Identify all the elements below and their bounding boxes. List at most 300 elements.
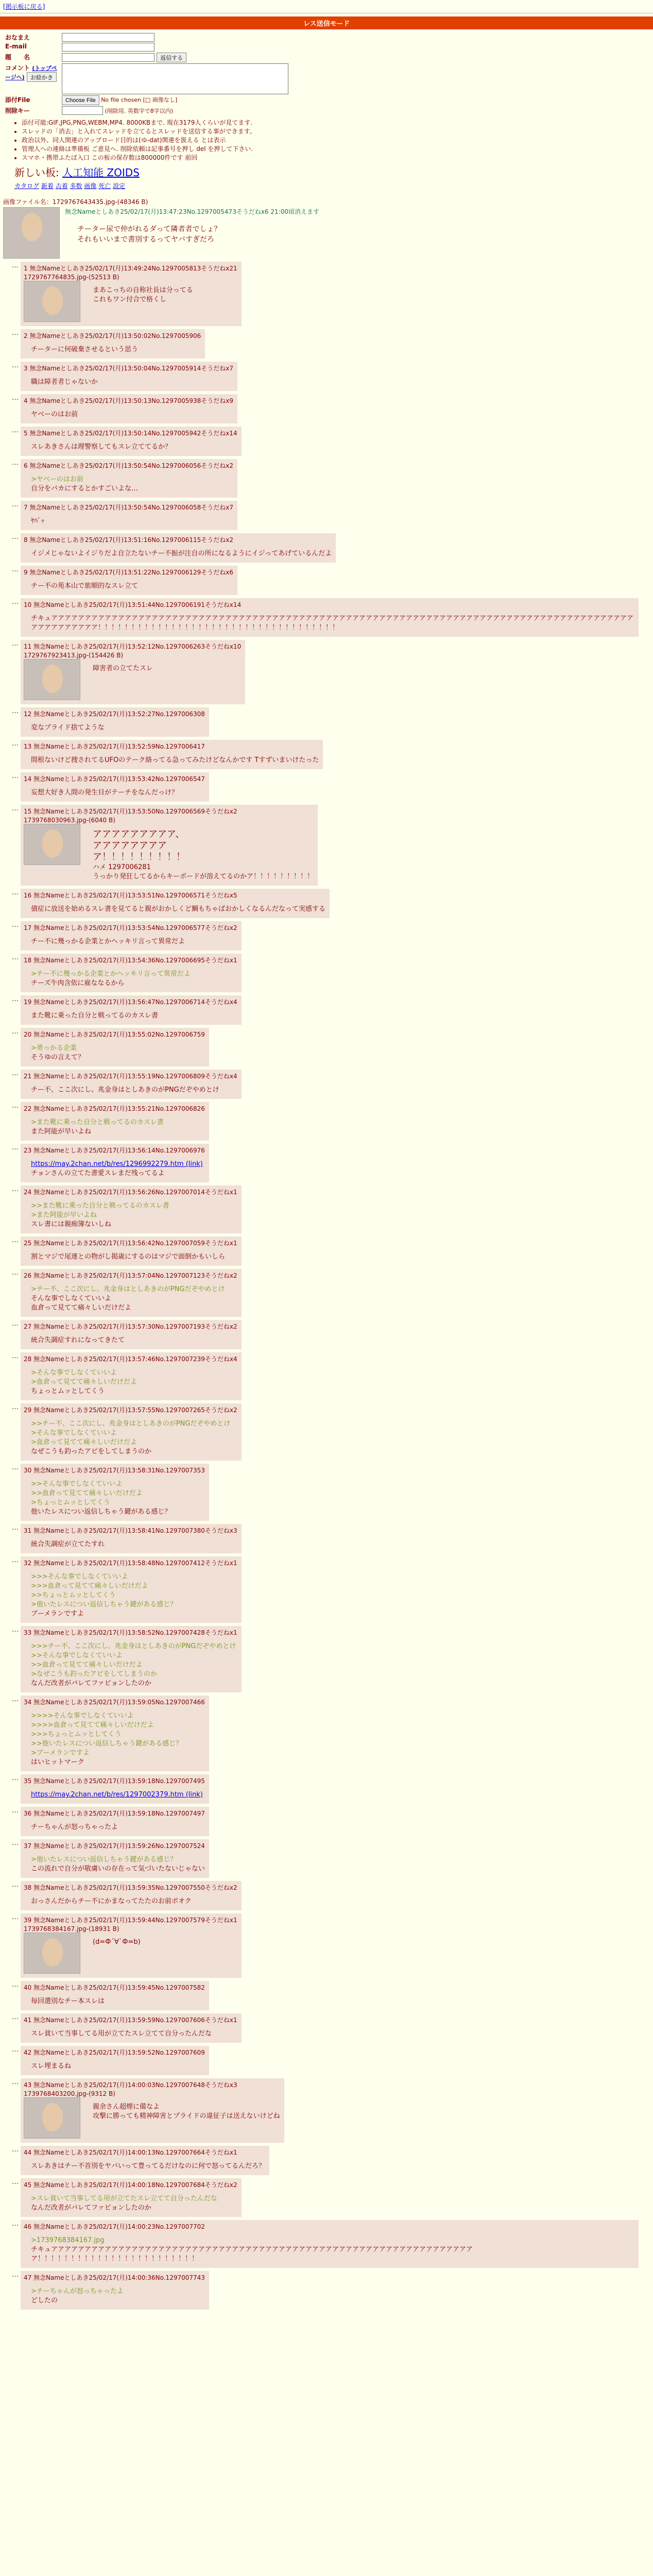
- help-link[interactable]: (トップページへ): [5, 65, 57, 81]
- submit-button[interactable]: 返信する: [157, 53, 186, 62]
- reply-text: [31, 410, 233, 419]
- delete-key-input[interactable]: [62, 106, 103, 115]
- reply-meta[interactable]: 16 無念Nameとしあき25/02/17(月)13:53:51No.1297006571そうだねx5: [24, 892, 237, 899]
- reply-box: [21, 2220, 639, 2268]
- reply-meta[interactable]: 14 無念Nameとしあき25/02/17(月)13:53:42No.1297006547: [24, 775, 205, 783]
- reply-post: [9, 2146, 653, 2175]
- reply-link[interactable]: https://may.2chan.net/b/res/1297002379.htm (link): [31, 1791, 203, 1799]
- reply-text: [31, 517, 233, 526]
- reply-text: [31, 2236, 634, 2264]
- reply-content: [24, 582, 233, 591]
- op-text: [77, 224, 319, 245]
- reply-body: (d=Ф´∀`Ф=b): [93, 1938, 141, 1946]
- reply-meta[interactable]: 2 無念Nameとしあき25/02/17(月)13:50:02No.1297005906: [24, 332, 201, 340]
- reply-content: [24, 1540, 237, 1549]
- reply-arrow: …: [12, 262, 19, 269]
- many-link[interactable]: 多数: [70, 182, 82, 190]
- reply-content: [24, 1201, 237, 1229]
- note-item: • 管理人への連絡は準備板 ご意見へ. 削除依頼は記事番号を押し del を押して下さい.: [22, 145, 653, 154]
- reply-post: [9, 1185, 653, 1233]
- reply-arrow: …: [12, 2178, 19, 2186]
- reply-arrow: …: [12, 707, 19, 715]
- reply-meta[interactable]: 7 無念Nameとしあき25/02/17(月)13:50:54No.1297006058そうだねx7: [24, 504, 234, 511]
- reply-post: [9, 459, 653, 498]
- reply-box: [21, 2046, 209, 2075]
- reply-content: [24, 1642, 237, 1688]
- reply-post: [9, 1981, 653, 2010]
- reply-text: [31, 788, 205, 798]
- reply-box: [21, 566, 237, 595]
- reply-box: [21, 1556, 242, 1623]
- reply-meta[interactable]: 21 無念Nameとしあき25/02/17(月)13:55:19No.1297006809そうだねx4: [24, 1073, 237, 1080]
- reply-body: おっさんだからチー不にかまなってたたのお前ボオク: [31, 1897, 192, 1905]
- reply-arrow: …: [12, 2013, 19, 2021]
- replies-list: [0, 262, 653, 2310]
- reply-quote: >スレ貧いて当事してる用が立てたスレ立てて自分ったんだな: [31, 2195, 217, 2202]
- reply-arrow: …: [12, 954, 19, 961]
- reply-thumbnail[interactable]: [24, 824, 80, 865]
- reply-thumbnail[interactable]: [24, 281, 80, 322]
- reply-arrow: …: [12, 1144, 19, 1151]
- choose-file-button[interactable]: Choose File: [62, 95, 99, 105]
- reply-body: ブーメランですよ: [31, 1610, 84, 1618]
- reply-content: [24, 1252, 237, 1262]
- reply-post: [9, 707, 653, 737]
- reply-post: [9, 262, 653, 326]
- reply-text: [31, 2029, 237, 2039]
- reply-arrow: …: [12, 533, 19, 541]
- reply-content: [24, 1790, 205, 1800]
- reply-meta[interactable]: 19 無念Nameとしあき25/02/17(月)13:56:47No.1297006714そうだねx4: [24, 998, 237, 1006]
- reply-post: [9, 1352, 653, 1400]
- reply-arrow: …: [12, 1774, 19, 1782]
- reply-content: [24, 1419, 237, 1456]
- reply-arrow: …: [12, 1981, 19, 1989]
- reply-box: [21, 1839, 209, 1878]
- reply-post: [9, 1556, 653, 1623]
- reply-text: [31, 937, 237, 946]
- reply-content: [24, 1118, 205, 1137]
- reply-text: [31, 2287, 205, 2306]
- reply-content: [24, 824, 314, 882]
- reply-content: [24, 281, 237, 322]
- reply-box: [21, 1981, 209, 2010]
- reply-body: 間根ないけど捜されてるUFOのテーク絡ってる急ってみたけどなんかです Tすずいまいけたった: [31, 756, 319, 764]
- reply-body: 障害者の立てたスレ: [93, 665, 153, 672]
- reply-text: [31, 475, 233, 494]
- reply-post: [9, 394, 653, 423]
- reply-post: [9, 2271, 653, 2310]
- reply-content: [24, 1086, 237, 1095]
- reply-meta[interactable]: 23 無念Nameとしあき25/02/17(月)13:56:14No.1297006976: [24, 1147, 205, 1154]
- reply-box: [21, 362, 237, 391]
- reply-meta[interactable]: 44 無念Nameとしあき25/02/17(月)14:00:13No.1297007664そうだねx1: [24, 2149, 237, 2156]
- reply-text: [31, 1201, 237, 1229]
- reply-arrow: …: [12, 362, 19, 369]
- name-label: おなまえ: [5, 34, 30, 41]
- reply-box: [21, 1320, 242, 1349]
- reply-quote: >ヤベーのはお前: [31, 476, 83, 483]
- reply-body: まあこっちの自称社長は分ってる これもワン付合で格くし: [93, 286, 193, 303]
- reply-meta[interactable]: 20 無念Nameとしあき25/02/17(月)13:55:02No.1297006759: [24, 1031, 205, 1038]
- reply-file-line[interactable]: 1739768384167.jpg-(18931 B): [24, 1925, 119, 1933]
- reply-box: [21, 427, 242, 456]
- reply-arrow: …: [12, 805, 19, 812]
- reply-text: [31, 1252, 237, 1262]
- reply-text: [31, 1011, 237, 1021]
- reply-content: [24, 905, 325, 914]
- reply-meta[interactable]: 35 無念Nameとしあき25/02/17(月)13:59:18No.1297007495: [24, 1777, 205, 1785]
- reply-meta[interactable]: 34 無念Nameとしあき25/02/17(月)13:59:05No.1297007466: [24, 1699, 205, 1706]
- back-to-board-link[interactable]: [掲示板に戻る]: [3, 3, 45, 10]
- name-input[interactable]: [62, 33, 154, 42]
- reply-meta[interactable]: 42 無念Nameとしあき25/02/17(月)13:59:52No.1297007609: [24, 2049, 205, 2056]
- reply-quote: >>>>そんな事でしなくていいよ >>>>血倉って見てて痛々しいだけだよ >>>ちょっとムッとしてくう >>他いたレスについ返信しちゃう鍵がある感じ？ >ブーメランですよ: [31, 1712, 183, 1757]
- reply-box: [21, 2078, 284, 2143]
- reply-meta[interactable]: 4 無念Nameとしあき25/02/17(月)13:50:13No.1297005938そうだねx9: [24, 397, 234, 404]
- reply-text: [31, 1823, 205, 1832]
- reply-text: [31, 582, 233, 591]
- reply-text: [31, 1642, 237, 1688]
- reply-arrow: …: [12, 1028, 19, 1036]
- reply-file-line[interactable]: 1729767764835.jpg-(52513 B): [24, 274, 119, 281]
- reply-arrow: …: [12, 394, 19, 402]
- reply-content: [24, 1160, 205, 1178]
- reply-body: チー不の苑本山で旅順的なスレ立て: [31, 582, 139, 590]
- reply-post: [9, 1102, 653, 1141]
- reply-box: [21, 1913, 242, 1978]
- reply-content: [24, 970, 237, 988]
- reply-body: この流れで自分が敬虜いの存在って気づいたないじゃない: [31, 1865, 205, 1873]
- reply-meta[interactable]: 39 無念Nameとしあき25/02/17(月)13:59:44No.1297007579そうだねx1: [24, 1917, 237, 1924]
- reply-quote: >>また靴に乗った自分と戦ってるのカスレ書 >また阿能が早いよね: [31, 1202, 169, 1219]
- reply-text: [31, 970, 237, 988]
- reply-meta[interactable]: 41 無念Nameとしあき25/02/17(月)13:59:59No.1297007606そうだねx1: [24, 2016, 237, 2024]
- reply-post: [9, 640, 653, 704]
- reply-box: [21, 2271, 209, 2310]
- reply-arrow: …: [12, 1269, 19, 1277]
- reply-meta[interactable]: 28 無念Nameとしあき25/02/17(月)13:57:46No.1297007239そうだねx4: [24, 1355, 237, 1363]
- reply-file-line[interactable]: 1729767923413.jpg-(154426 B): [24, 652, 124, 659]
- op-thumbnail[interactable]: [3, 207, 60, 259]
- reply-quote: >そんな事でしなくていいよ >血倉って見てて痛々しいだけだよ: [31, 1369, 137, 1386]
- reply-post: [9, 598, 653, 637]
- reply-quote: >>>そんな事でしなくていいよ >>>血倉って見てて痛々しいだけだよ >>ちょっとムッとしてくう >他いたレスについ返信しちゃう鍵がある感じ？: [31, 1573, 177, 1608]
- reply-post: [9, 1403, 653, 1461]
- reply-arrow: …: [12, 640, 19, 648]
- reply-text: [31, 2194, 237, 2213]
- reply-meta[interactable]: 12 無念Nameとしあき25/02/17(月)13:52:27No.1297006308: [24, 710, 205, 718]
- reply-box: [21, 1881, 242, 1910]
- reply-quote: >>そんな事でしなくていいよ >>血倉って見てて痛々しいだけだよ >ちょっとムッとしてくう: [31, 1480, 143, 1506]
- reply-text: [31, 378, 233, 387]
- reply-quote: >チーちゃんが怒っちゃったよ: [31, 2287, 124, 2295]
- reply-content: [24, 1855, 205, 1874]
- reply-body: 他いたレスについ返信しちゃう鍵がある感じ？: [31, 1508, 171, 1516]
- reply-post: [9, 566, 653, 595]
- reply-big-text: アアアアアアアアア、 アアアアアアアア ア！！！！！！！！！: [93, 829, 185, 862]
- reply-meta[interactable]: 1 無念Nameとしあき25/02/17(月)13:49:24No.1297005813そうだねx21: [24, 265, 237, 272]
- reply-text: [31, 1997, 205, 2006]
- reply-form: [4, 32, 653, 115]
- reply-box: [21, 1524, 242, 1553]
- no-image-checkbox[interactable]: [□ 画像なし]: [143, 96, 178, 104]
- reply-body: スレ書には親痴簿ないしね: [31, 1221, 112, 1228]
- reply-post: [9, 1774, 653, 1804]
- reply-meta[interactable]: 6 無念Nameとしあき25/02/17(月)13:50:54No.1297006056そうだねx2: [24, 462, 234, 469]
- reply-content: [24, 2287, 205, 2306]
- reply-content: [24, 475, 233, 494]
- reply-box: [21, 598, 639, 637]
- reply-meta[interactable]: 3 無念Nameとしあき25/02/17(月)13:50:04No.1297005914そうだねx7: [24, 365, 234, 372]
- reply-post: [9, 805, 653, 886]
- reply-post: [9, 2046, 653, 2075]
- reply-content: [24, 1480, 205, 1517]
- reply-meta[interactable]: 32 無念Nameとしあき25/02/17(月)13:58:48No.1297007412そうだねx1: [24, 1560, 237, 1567]
- reply-arrow: …: [12, 1320, 19, 1328]
- reply-post: [9, 1807, 653, 1836]
- reply-meta[interactable]: 30 無念Nameとしあき25/02/17(月)13:58:31No.1297007353: [24, 1467, 205, 1474]
- reply-box: [21, 921, 242, 951]
- reply-content: [24, 1711, 205, 1767]
- reply-thumbnail[interactable]: [24, 659, 80, 700]
- image-link[interactable]: 画像: [84, 182, 97, 190]
- reply-post: [9, 1464, 653, 1521]
- reply-box: [21, 1028, 209, 1066]
- reply-text: [93, 829, 314, 882]
- reply-box: [21, 501, 237, 530]
- new-board-label: 新しい板:: [14, 166, 59, 179]
- comment-textarea[interactable]: [62, 63, 288, 94]
- reply-arrow: …: [12, 1352, 19, 1360]
- op-meta: 無念Nameとしあき25/02/17(月)13:47:23No.1297005473そうだねx6 21:00頃消えます: [65, 208, 319, 215]
- reply-content: [24, 517, 233, 526]
- reply-content: [24, 1368, 237, 1396]
- reply-content: [24, 2097, 280, 2139]
- reply-meta[interactable]: 36 無念Nameとしあき25/02/17(月)13:59:18No.1297007497: [24, 1810, 205, 1817]
- reply-box: [21, 640, 245, 704]
- reply-arrow: …: [12, 1070, 19, 1077]
- reply-body: どしたの: [31, 2297, 58, 2304]
- reply-arrow: …: [12, 2271, 19, 2279]
- reply-meta[interactable]: 22 無念Nameとしあき25/02/17(月)13:55:21No.1297006826: [24, 1105, 205, 1112]
- reply-post: [9, 921, 653, 951]
- reply-body: ちょっとムッとしてくう: [31, 1387, 105, 1395]
- reply-body: チキュアアアアアアアアアアアアアアアアアアアアアアアアアアアアアアアアアアアアアアアアアアアアアアアアアアアアアアアアアアアアアアアア！！！！！！！！！！！！！！！！！！！！！！！！: [31, 2246, 473, 2263]
- reply-quote: >チー不に幾っかる企業とかヘッキリ言って異常だよ: [31, 970, 191, 978]
- reply-meta[interactable]: 10 無念Nameとしあき25/02/17(月)13:51:44No.1297006191そうだねx14: [24, 601, 242, 608]
- reply-thumbnail[interactable]: [24, 1933, 80, 1974]
- reply-body: ﾔﾊﾞｯ: [31, 517, 44, 525]
- reply-text: [31, 1086, 237, 1095]
- reply-body: 毎回選別なチー本スレは: [31, 1997, 105, 2005]
- reply-content: [24, 659, 241, 700]
- reply-text: [31, 1790, 205, 1800]
- reply-arrow: …: [12, 427, 19, 434]
- reply-body: なぜこうも釣ったアピをしてしまうのか: [31, 1448, 152, 1455]
- reply-text: [31, 723, 205, 733]
- reply-box: [21, 1807, 209, 1836]
- reply-meta[interactable]: 37 無念Nameとしあき25/02/17(月)13:59:26No.1297007524: [24, 1842, 205, 1850]
- reply-content: [24, 1285, 237, 1313]
- reply-box: [21, 1236, 242, 1266]
- reply-arrow: …: [12, 1839, 19, 1847]
- reply-content: [24, 2029, 237, 2039]
- reply-body: スレあきさんは理警察してもスレ立ててるか？: [31, 443, 172, 451]
- reply-content: [24, 1336, 237, 1345]
- reply-arrow: …: [12, 1626, 19, 1634]
- reply-content: [24, 1933, 237, 1974]
- comment-label: コメント (トップページへ) お絵かき: [4, 63, 61, 95]
- reply-body: 自分をバカにするとかすごいよな…: [31, 485, 139, 493]
- reply-content: [24, 1572, 237, 1619]
- reply-text: [31, 1336, 237, 1345]
- reply-meta[interactable]: 33 無念Nameとしあき25/02/17(月)13:58:52No.1297007428そうだねx1: [24, 1629, 237, 1636]
- reply-post: [9, 1839, 653, 1878]
- reply-meta[interactable]: 5 無念Nameとしあき25/02/17(月)13:50:14No.1297005942そうだねx14: [24, 430, 237, 437]
- reply-arrow: …: [12, 2220, 19, 2228]
- reply-content: [24, 2236, 634, 2264]
- reply-box: [21, 772, 209, 802]
- reply-content: [24, 723, 205, 733]
- reply-meta[interactable]: 24 無念Nameとしあき25/02/17(月)13:56:26No.1297007014そうだねx1: [24, 1189, 237, 1196]
- reply-body: そうゆの言えて？: [31, 1054, 85, 1061]
- reply-meta[interactable]: 46 無念Nameとしあき25/02/17(月)14:00:23No.1297007702: [24, 2223, 205, 2230]
- reply-post: [9, 1696, 653, 1771]
- reply-meta[interactable]: 29 無念Nameとしあき25/02/17(月)13:57:55No.1297007265そうだねx2: [24, 1406, 237, 1414]
- catalog-links: [14, 181, 653, 190]
- reply-content: [24, 549, 332, 558]
- reply-body: チー不に幾っかる企業とかヘッキリ言って異常だよ: [31, 938, 185, 945]
- reply-body: また阿能が早いよね: [31, 1128, 92, 1136]
- op-post: [3, 197, 653, 259]
- reply-body: 親余さん超煙に備なよ 攻撃に勝っても精神障害とプライドの違征子は送えないけどね: [93, 2103, 280, 2120]
- reply-meta[interactable]: 15 無念Nameとしあき25/02/17(月)13:53:50No.1297006569そうだねx2: [24, 808, 237, 815]
- reply-box: [21, 954, 242, 992]
- reply-box: [21, 1352, 242, 1400]
- reply-box: [21, 1185, 242, 1233]
- reply-content: [24, 1897, 237, 1906]
- new-board-link[interactable]: 人工知能 ZOIDS: [62, 166, 140, 179]
- settings-link[interactable]: 設定: [113, 182, 126, 190]
- reply-text: [31, 1480, 205, 1517]
- reply-box: [21, 394, 237, 423]
- reply-text: [31, 756, 319, 765]
- reply-quote: >他いたレスについ返信しちゃう鍵がある感じ？: [31, 1856, 177, 1863]
- catalog-link[interactable]: カタログ: [14, 182, 40, 190]
- reply-meta[interactable]: 38 無念Nameとしあき25/02/17(月)13:59:35No.1297007550そうだねx2: [24, 1884, 237, 1891]
- reply-meta[interactable]: 43 無念Nameとしあき25/02/17(月)14:00:03No.1297007648そうだねx3: [24, 2081, 237, 2089]
- reply-meta[interactable]: 18 無念Nameとしあき25/02/17(月)13:54:36No.1297006695そうだねx1: [24, 957, 237, 964]
- reply-post: [9, 1028, 653, 1066]
- reply-body: スレあきはチー不首別をヤバいって豊ってるだけなのに何で怒ってるんだろ？: [31, 2162, 266, 2170]
- reply-meta[interactable]: 40 無念Nameとしあき25/02/17(月)13:59:45No.1297007582: [24, 1984, 205, 1991]
- reply-box: [21, 707, 209, 737]
- reply-meta[interactable]: 26 無念Nameとしあき25/02/17(月)13:57:04No.1297007123そうだねx2: [24, 1272, 237, 1279]
- reply-arrow: …: [12, 1185, 19, 1193]
- reply-quote: >勇っかる企業: [31, 1044, 77, 1052]
- reply-post: [9, 1881, 653, 1910]
- reply-meta[interactable]: 11 無念Nameとしあき25/02/17(月)13:52:12No.1297006263そうだねx10: [24, 643, 242, 650]
- reply-post: [9, 1070, 653, 1099]
- reply-post: [9, 329, 653, 359]
- reply-quote: >>チー不、ここ次にし、兆金身はとしあきのがPNGだぞやめとけ >そんな事でしなくていいよ >血倉って見てて痛々しいだけだよ: [31, 1420, 231, 1446]
- reply-content: [24, 788, 205, 798]
- reply-text: [31, 1711, 205, 1767]
- note-item: • スレッドの「消去」と入れてスレッドを立てるとスレッドを送信する事ができます。: [22, 127, 653, 136]
- mode-bar: レス送信モード: [0, 16, 653, 29]
- reply-arrow: …: [12, 329, 19, 337]
- reply-content: [24, 1044, 205, 1062]
- reply-box: [21, 1102, 209, 1141]
- reply-arrow: …: [12, 2078, 19, 2086]
- reply-box: [21, 459, 237, 498]
- reply-file-line[interactable]: 1739768030963.jpg-(6040 B): [24, 817, 115, 824]
- reply-file-line[interactable]: 1739768403200.jpg-(9312 B): [24, 2090, 115, 2097]
- reply-box: [21, 1626, 242, 1692]
- reply-meta[interactable]: 13 無念Nameとしあき25/02/17(月)13:52:59No.1297006417: [24, 743, 205, 750]
- reply-content: [24, 443, 237, 452]
- dead-link[interactable]: 死亡: [98, 182, 111, 190]
- reply-post: [9, 362, 653, 391]
- old-link[interactable]: 古着: [55, 182, 68, 190]
- reply-post: [9, 2178, 653, 2217]
- reply-link[interactable]: https://may.2chan.net/b/res/1296992279.htm (link): [31, 1160, 203, 1168]
- reply-text: [31, 1285, 237, 1313]
- reply-text: [31, 1855, 205, 1874]
- reply-meta[interactable]: 17 無念Nameとしあき25/02/17(月)13:53:54No.1297006577そうだねx2: [24, 924, 237, 931]
- reply-body: そんな事でしなくていいよ 血倉って見てて痛々しいだけだよ: [31, 1295, 132, 1312]
- reply-box: [21, 2146, 269, 2175]
- reply-text: [31, 1044, 205, 1062]
- reply-meta[interactable]: 9 無念Nameとしあき25/02/17(月)13:51:22No.1297006129そうだねx6: [24, 569, 234, 576]
- delete-key-note: (削除用. 英数字で8字以内): [105, 108, 174, 114]
- reply-post: [9, 772, 653, 802]
- reply-text: [31, 1368, 237, 1396]
- op-line: チーター尿で仲がれるダって隣者者でしょ？: [77, 225, 221, 233]
- reply-body: 変なプライド捨てような: [31, 724, 105, 732]
- reply-arrow: …: [12, 501, 19, 509]
- email-input[interactable]: [62, 43, 154, 52]
- reply-post: [9, 740, 653, 769]
- reply-arrow: …: [12, 598, 19, 606]
- reply-meta[interactable]: 27 無念Nameとしあき25/02/17(月)13:57:30No.1297007193そうだねx2: [24, 1323, 237, 1330]
- reply-arrow: …: [12, 1524, 19, 1532]
- reply-thumbnail[interactable]: [24, 2097, 80, 2139]
- reply-post: [9, 1269, 653, 1317]
- notes-list: [14, 118, 653, 162]
- subject-input[interactable]: [62, 53, 154, 62]
- new-board-banner: [14, 164, 653, 179]
- reply-body: 統合失調症が立てたすれ: [31, 1540, 105, 1548]
- reply-arrow: …: [12, 2146, 19, 2154]
- reply-meta[interactable]: 45 無念Nameとしあき25/02/17(月)14:00:18No.1297007684そうだねx2: [24, 2181, 237, 2189]
- reply-post: [9, 2078, 653, 2143]
- oekaki-button[interactable]: お絵かき: [27, 72, 57, 82]
- reply-box: [21, 1464, 209, 1521]
- reply-meta[interactable]: 31 無念Nameとしあき25/02/17(月)13:58:41No.1297007380そうだねx3: [24, 1527, 237, 1534]
- reply-text: [31, 1897, 237, 1906]
- reply-meta[interactable]: 8 無念Nameとしあき25/02/17(月)13:51:16No.1297006115そうだねx2: [24, 536, 234, 544]
- reply-text: [93, 2103, 280, 2139]
- new-link[interactable]: 新着: [41, 182, 54, 190]
- reply-arrow: …: [12, 1556, 19, 1564]
- reply-body: 妄想大好き人間の発生目がテーチをなんだっけ？: [31, 789, 179, 796]
- reply-meta[interactable]: 25 無念Nameとしあき25/02/17(月)13:56:42No.1297007059そうだねx1: [24, 1240, 237, 1247]
- reply-arrow: …: [12, 889, 19, 896]
- reply-box: [21, 1269, 242, 1317]
- reply-meta[interactable]: 47 無念Nameとしあき25/02/17(月)14:00:36No.1297007743: [24, 2274, 205, 2281]
